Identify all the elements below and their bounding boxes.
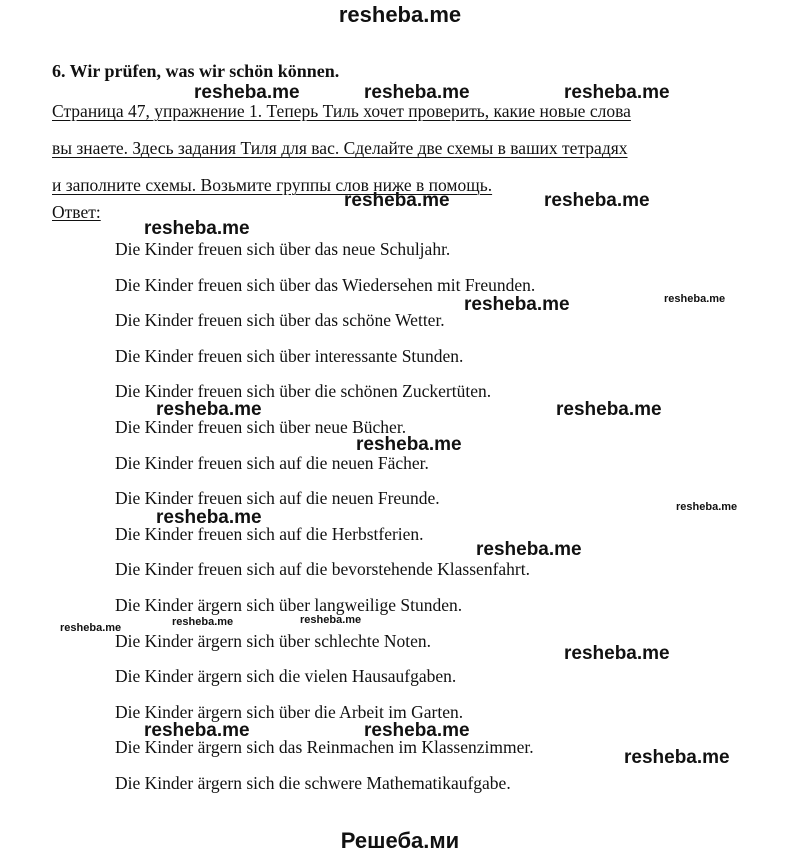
answer-sentence: Die Kinder freuen sich über das schöne Wetter. [115,310,445,331]
answer-sentence: Die Kinder freuen sich über das Wiedersehen mit Freunden. [115,274,536,295]
site-header: resheba.me [338,2,462,27]
site-footer: Решеба.ми [340,828,460,853]
answer-sentence: Die Kinder ärgern sich über die Arbeit im Garten. [115,701,464,722]
watermark: resheba.me [676,501,738,513]
watermark: resheba.me [156,507,262,528]
watermark: resheba.me [664,293,726,305]
watermark: resheba.me [476,539,582,560]
watermark: resheba.me [364,82,470,103]
answer-sentence: Die Kinder freuen sich auf die neuen Freunde. [115,488,440,509]
answer-sentence: Die Kinder ärgern sich die vielen Hausaufgaben. [115,666,457,687]
watermark: resheba.me [564,82,670,103]
answer-sentence: Die Kinder freuen sich auf die neuen Fächer. [115,452,429,473]
exercise-heading: 6. Wir prüfen, was wir schön können. [52,61,340,81]
task-line: Страница 47, упражнение 1. Теперь Тиль хочет проверить, какие новые слова [52,101,631,121]
answer-sentence: Die Kinder freuen sich über neue Bücher. [115,416,407,437]
answer-sentence: Die Kinder ärgern sich das Reinmachen im Klassenzimmer. [115,737,534,758]
answer-label: Ответ: [52,202,101,222]
watermark: resheba.me [344,190,450,211]
answer-sentence: Die Kinder freuen sich über interessante Stunden. [115,345,464,366]
task-line: вы знаете. Здесь задания Тиля для вас. Сделайте две схемы в ваших тетрадях [52,138,628,158]
watermark: resheba.me [144,218,250,239]
answer-sentence: Die Kinder ärgern sich die schwere Mathematikaufgabe. [115,772,511,793]
watermark: resheba.me [300,614,362,626]
task-line: и заполните схемы. Возьмите группы слов ниже в помощь. [52,175,493,195]
answer-sentence: Die Kinder freuen sich auf die bevorstehende Klassenfahrt. [115,559,530,580]
answer-sentence: Die Kinder ärgern sich über langweilige Stunden. [115,594,463,615]
watermark: resheba.me [556,399,662,420]
watermark: resheba.me [144,720,250,741]
watermark: resheba.me [464,294,570,315]
watermark: resheba.me [356,434,462,455]
answer-sentence: Die Kinder freuen sich über die schönen Zuckertüten. [115,381,492,402]
task-description [52,93,752,204]
watermark: resheba.me [156,399,262,420]
answer-sentence: Die Kinder freuen sich über das neue Schuljahr. [115,239,451,259]
watermark: resheba.me [172,616,234,628]
watermark: resheba.me [544,190,650,211]
answer-sentence: Die Kinder ärgern sich über schlechte Noten. [115,630,432,651]
watermark: resheba.me [194,82,300,103]
watermark: resheba.me [564,643,670,664]
watermark: resheba.me [364,720,470,741]
watermark: resheba.me [624,747,730,768]
answer-sentence: Die Kinder freuen sich auf die Herbstferien. [115,523,424,544]
watermark: resheba.me [60,622,122,634]
